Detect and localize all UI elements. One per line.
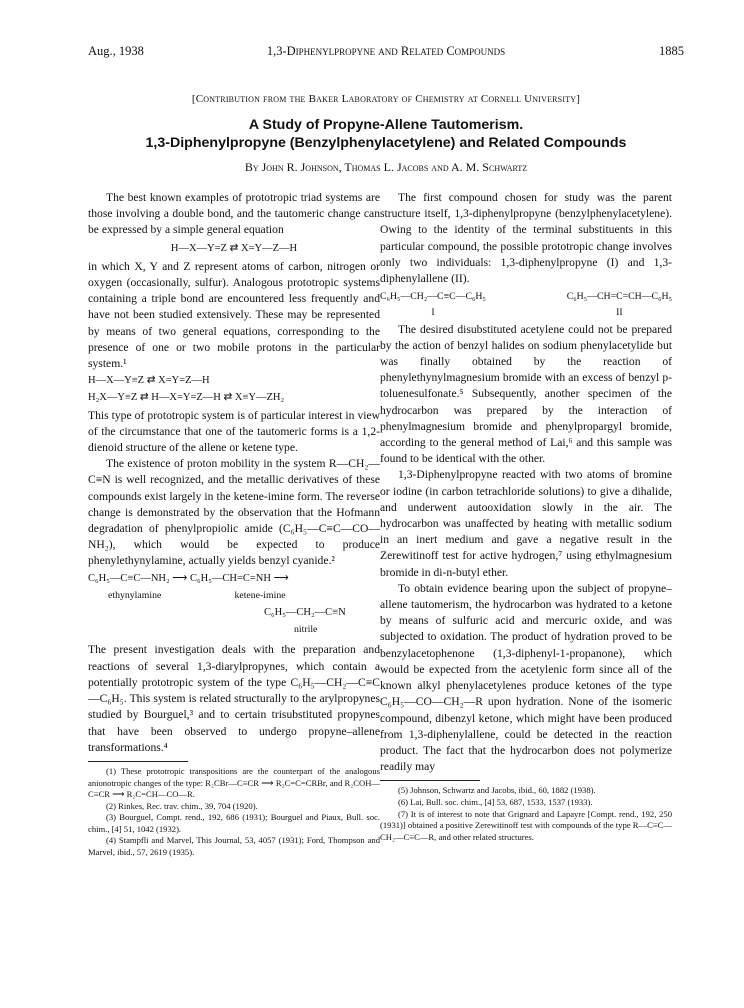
formula-I: C₆H₅—CH₂—C≡C—C₆H₅ <box>380 291 486 303</box>
formula-II: C₆H₅—CH=C=CH—C₆H₅ <box>566 291 672 303</box>
paragraph: The existence of proton mobility in the system R—CH₂—C≡N is well recognized, and the metallic derivatives of these compounds exist largely in the ketene-imine form. The reverse change is demonstrated by the observation that the Hofmann degradation of phenylpropiolic amide (C₆H₅—C≡C—CO—NH₂), which would be expected to produce phenylethynylamine, actually yields benzyl cyanide.² <box>88 457 380 568</box>
title-line-1: A Study of Propyne-Allene Tautomerism. <box>248 117 524 133</box>
paragraph: The present investigation deals with the preparation and reactions of several 1,3-diarylpropynes, which contain a potentially prototropic system of the type C₆H₅—CH₂—C≡C—C₆H₅. This system is related structurally to the arylpropynes studied by Bourguel,³ and to certain trisubstituted propynes that have been observed to undergo propyne–allene transformations.⁴ <box>88 643 380 754</box>
page-number: 1885 <box>659 44 684 58</box>
label-ketene-imine: ketene-imine <box>234 589 286 601</box>
footnote: (6) Lai, Bull. soc. chim., [4] 53, 687, 1533, 1537 (1933). <box>398 796 593 807</box>
footnote: (1) These prototropic transpositions are the counterpart of the analogous anionotropic changes of the type: R₂CBr—C≡CR ⟶ R₂C=C=CRBr, and R₂COH—C≡CR ⟶ R₂C=CH—CO—R. <box>88 765 380 800</box>
title-line-2: 1,3-Diphenylpropyne (Benzylphenylacetylene) and Related Compounds <box>145 135 627 151</box>
article-title <box>88 116 684 152</box>
paragraph: in which X, Y and Z represent atoms of carbon, nitrogen or oxygen (occasionally, sulfur). Analogous prototropic systems containing a triple bond are encountered less frequently and have not been studied extensively. These may be represented by means of two general equations, corresponding to the presence of one or two mobile protons in the particular system.¹ <box>88 259 380 371</box>
author-line: By John R. Johnson, Thomas L. Jacobs and A. M. Schwartz <box>244 160 528 174</box>
label-ethynylamine: ethynylamine <box>108 589 162 601</box>
footnote: (4) Stampfli and Marvel, This Journal, 53, 4057 (1931); Ford, Thompson and Marvel, ibid., 57, 2619 (1935). <box>88 835 380 858</box>
header-title: 1,3-Diphenylpropyne and Related Compounds <box>266 44 506 58</box>
paragraph: This type of prototropic system is of particular interest in view of the circumstance that one of the tautomeric forms is a 1,2-dienoid structure of the allene or ketene type. <box>88 408 380 455</box>
label-II: II <box>616 307 623 319</box>
right-column <box>380 190 672 843</box>
label-nitrile: nitrile <box>294 624 318 636</box>
structure-I <box>380 289 486 321</box>
running-header <box>88 44 684 64</box>
header-date: Aug., 1938 <box>88 44 144 58</box>
contribution-line: [Contribution from the Baker Laboratory of Chemistry at Cornell University] <box>191 93 581 105</box>
reaction-product: C₆H₅—CH₂—C≡N <box>264 607 346 619</box>
paragraph: The best known examples of prototropic triad systems are those involving a double bond, and the tautomeric change can be expressed by a simple general equation <box>88 191 380 237</box>
equation: H—X—Y≡Z ⇄ X=Y=Z—H <box>88 375 210 387</box>
equation: H—X—Y=Z ⇄ X=Y—Z—H <box>170 242 298 254</box>
left-column <box>88 190 380 859</box>
structure-II <box>567 289 672 321</box>
equation: H₂X—Y≡Z ⇄ H—X=Y=Z—H ⇄ X≡Y—ZH₂ <box>88 392 285 404</box>
paragraph: To obtain evidence bearing upon the subject of propyne–allene tautomerism, the hydrocarbon was hydrated to a ketone by means of sulfuric acid and mercuric oxide, and was subjected to oxidation. The product of hydration proved to be benzylacetophenone (1,3-diphenyl-1-propanone), which would be expected from the acetylenic form since all of the known alkyl phenylacetylenes produce ketones of the type C₆H₅—CO—CH₂—R upon hydration. None of the isomeric compound, dibenzyl ketone, which might have been produced from 1,3-diphenylallene, could be detected in the reaction product. The fact that the hydrocarbon does not polymerize readily may <box>380 581 672 774</box>
reaction-scheme: C₆H₅—C≡C—NH₂ ⟶ C₆H₅—CH=C=NH ⟶ <box>88 572 289 584</box>
paragraph: The desired disubstituted acetylene could not be prepared by the action of benzyl halides on sodium phenylacetylide but was finally obtained by the reaction of phenylethynylmagnesium bromide with an excess of benzyl p-toluenesulfonate.⁵ Subsequently, another specimen of the hydrocarbon was prepared by the interaction of phenylmagnesium bromide and phenylpropargyl bromide, according to the general method of Lai,⁶ and this sample was found to be identical with the other. <box>380 322 672 466</box>
paragraph: 1,3-Diphenylpropyne reacted with two atoms of bromine or iodine (in carbon tetrachloride solutions) to give a dihalide, and underwent autooxidation slowly in the air. The hydrocarbon was unaffected by heating with metallic sodium in an inert medium and gave a negative result in the Zerewitinoff test for active hydrogen,⁷ using ethylmagnesium bromide in di-n-butyl ether. <box>380 468 672 579</box>
footnote: (5) Johnson, Schwartz and Jacobs, ibid., 60, 1882 (1938). <box>398 785 596 796</box>
paragraph: The first compound chosen for study was the parent structure itself, 1,3-diphenylpropyne (benzylphenylacetylene). Owing to the identity of the terminal substituents in this particular compound, the possible prototropic change involves only two individuals: 1,3-diphenylpropyne (I) and 1,3-diphenylallene (II). <box>380 191 672 286</box>
scheme-labels <box>88 588 380 604</box>
structure-pair <box>380 289 672 321</box>
label-I: I <box>431 307 435 319</box>
footnote-rule <box>380 780 480 781</box>
footnote: (3) Bourguel, Compt. rend., 192, 686 (1931); Bourguel and Piaux, Bull. soc. chim., [4] 51, 1042 (1932). <box>88 812 380 834</box>
footnote: (7) It is of interest to note that Grignard and Lapayre [Compt. rend., 192, 250 (1931)] obtained a positive Zerewitinoff test with compounds of the type R—C≡C—CH₂—C≡C—R, and other related structures. <box>380 808 672 842</box>
footnote-rule <box>88 761 188 762</box>
footnote: (2) Rinkes, Rec. trav. chim., 39, 704 (1920). <box>106 800 258 811</box>
